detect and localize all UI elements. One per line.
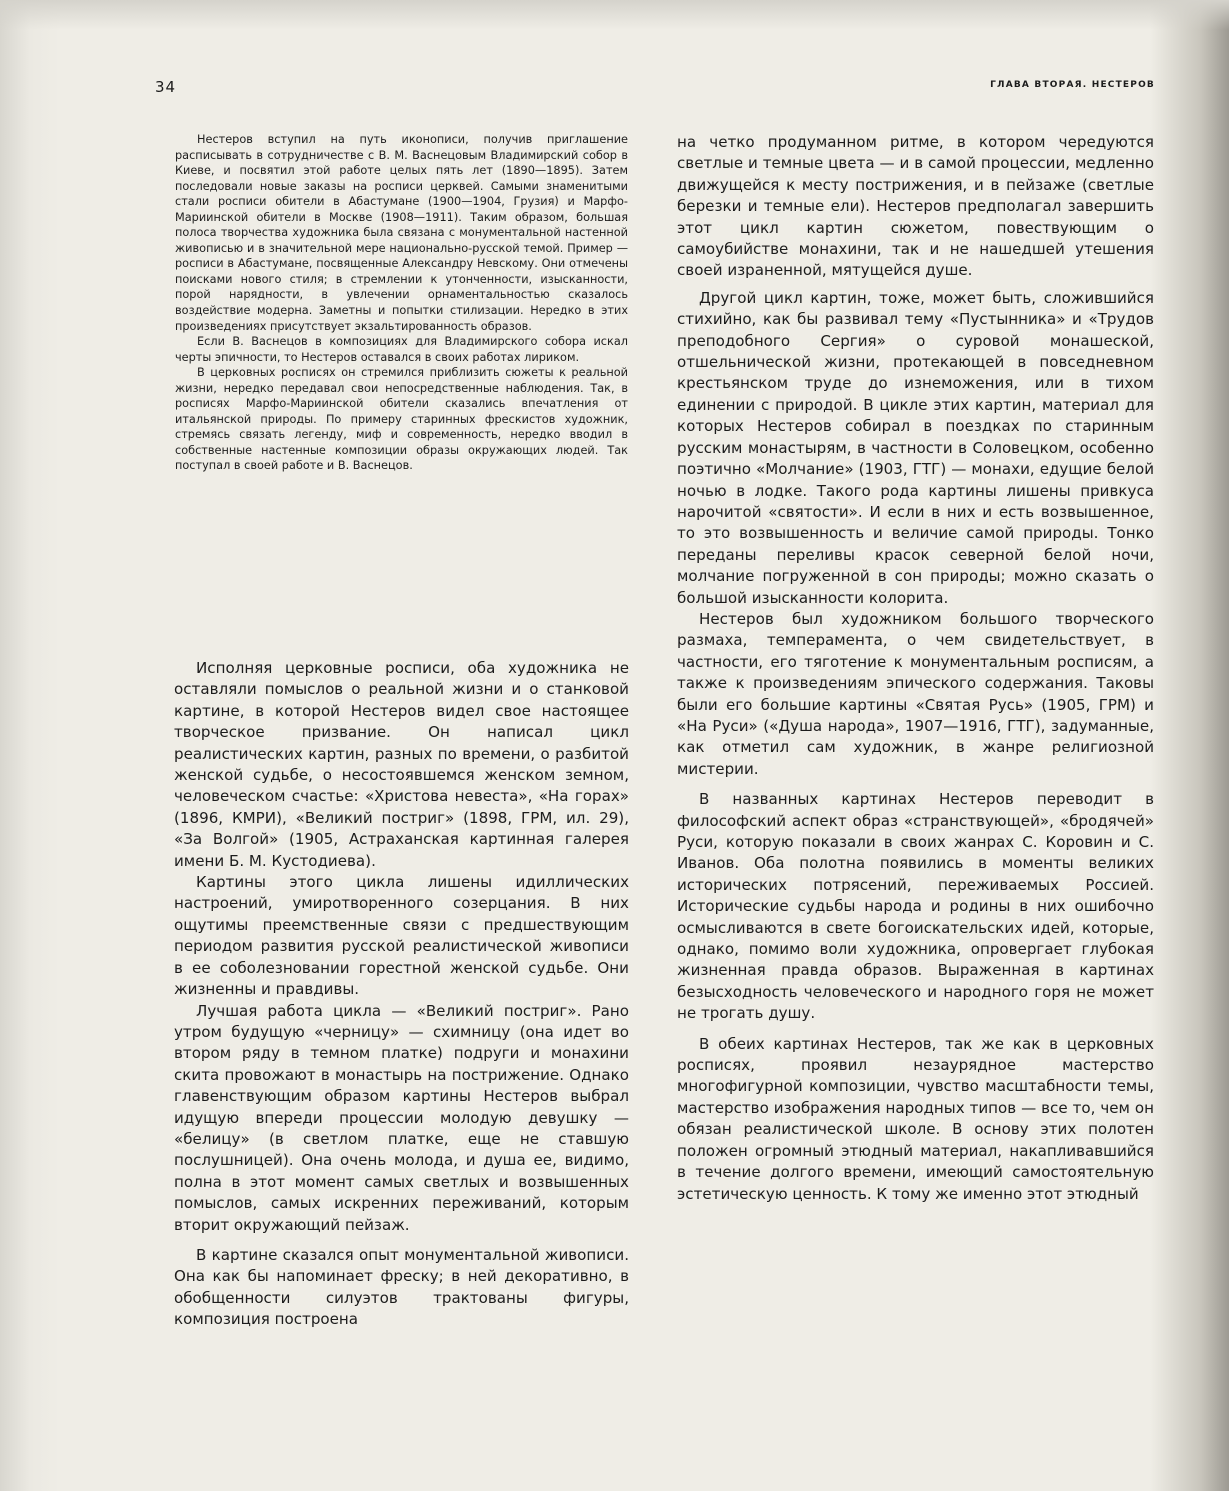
body-paragraph: Лучшая работа цикла — «Великий постриг». Рано утром будущую «черницу» — схимницу (она идет во втором ряду в темном платке) подруги и монахини скита провожают в монастырь на пострижение. Однако главенствующим образом картины Нестеров выбрал идущую впереди процессии молодую девушку — «белицу» (в светлом платке, еще не ставшую послушницей). Она очень молода, и душа ее, видимо, полна в этот момент самых светлых и возвышенных помыслов, самых искренних переживаний, которым вторит окружающий пейзаж.: [174, 1001, 629, 1234]
small-paragraph: Нестеров вступил на путь иконописи, получив приглашение расписывать в сотрудничестве с В. М. Васнецовым Владимирский собор в Киеве, и посвятил этой работе целых пять лет (1890—1895). Затем последовали новые заказы на росписи церквей. Самыми знаменитыми стали росписи обители в Абастумане (1900—1904, Грузия) и Марфо-Мариинской обители в Москве (1908—1911). Таким образом, большая полоса творчества художника была связана с монументальной настенной живописью и в значительной мере национально-русской темой. Пример — росписи в Абастумане, посвященные Александру Невскому. Они отмечены поисками нового стиля; в стремлении к утонченности, изысканности, порой нарядности, в увлечении орнаментальностью сказалось воздействие модерна. Заметны и попытки стилизации. Нередко в этих произведениях присутствует экзальтированность образов.: [175, 133, 628, 333]
small-paragraph: В церковных росписях он стремился приблизить сюжеты к реальной жизни, нередко передавал свои непосредственные наблюдения. Так, в росписях Марфо-Мариинской обители сказались впечатления от итальянской природы. По примеру старинных фрескистов художник, стремясь связать легенду, миф и современность, нередко вводил в собственные настенные композиции образы окружающих людей. Так поступал в своей работе и В. Васнецов.: [175, 366, 628, 473]
left-column-main-text: [174, 658, 629, 1331]
body-paragraph: Нестеров был художником большого творческого размаха, темперамента, о чем свидетельствует, в частности, его тяготение к монументальным росписям, а также к произведениям эпического содержания. Таковы были его большие картины «Святая Русь» (1905, ГРМ) и «На Руси» («Душа народа», 1907—1916, ГТГ), задуманные, как отметил сам художник, в жанре религиозной мистерии.: [677, 609, 1154, 778]
right-column-main-text: [677, 132, 1154, 1205]
body-paragraph: В картине сказался опыт монументальной живописи. Она как бы напоминает фреску; в ней декоративно, в обобщенности силуэтов трактованы фигуры, композиция построена: [174, 1245, 629, 1329]
running-title: ГЛАВА ВТОРАЯ. НЕСТЕРОВ: [990, 80, 1155, 90]
body-paragraph: В названных картинах Нестеров переводит в философский аспект образ «странствующей», «бродячей» Руси, которую показали в своих жанрах С. Коровин и С. Иванов. Оба полотна появились в моменты великих исторических потрясений, переживаемых Россией. Исторические судьбы народа и родины в них ошибочно осмысливаются в свете богоискательских идей, которые, однако, помимо воли художника, опровергает глубокая жизненная правда образов. Выраженная в картинах безысходность человеческого и народного горя не может не трогать душу.: [677, 790, 1154, 1023]
body-paragraph: на четко продуманном ритме, в котором чередуются светлые и темные цвета — и в самой процессии, медленно движущейся к месту пострижения, и в пейзаже (светлые березки и темные ели). Нестеров предполагал завершить этот цикл картин сюжетом, повествующим о самоубийстве монахини, так и не нашедшей утешения своей израненной, мятущейся душе.: [677, 133, 1154, 280]
small-paragraph: Если В. Васнецов в композициях для Владимирского собора искал черты эпичности, то Нестеров оставался в своих работах лириком.: [175, 335, 628, 364]
left-column-small-print: [175, 132, 628, 474]
page-number: 34: [155, 78, 177, 96]
body-paragraph: Исполняя церковные росписи, оба художника не оставляли помыслов о реальной жизни и о станковой картине, в которой Нестеров видел свое настоящее творческое призвание. Он написал цикл реалистических картин, разных по времени, о разбитой женской судьбе, о несостоявшемся женском земном, человеческом счастье: «Христова невеста», «На горах» (1896, КМРИ), «Великий постриг» (1898, ГРМ, ил. 29), «За Волгой» (1905, Астраханская картинная галерея имени Б. М. Кустодиева).: [174, 659, 629, 870]
body-paragraph: В обеих картинах Нестеров, так же как в церковных росписях, проявил незаурядное мастерство многофигурной композиции, чувство масштабности темы, мастерство изображения народных типов — все то, чем он обязан реалистической школе. В основу этих полотен положен огромный этюдный материал, накапливавшийся в течение долгого времени, имеющий самостоятельную эстетическую ценность. К тому же именно этот этюдный: [677, 1034, 1154, 1203]
body-paragraph: Картины этого цикла лишены идиллических настроений, умиротворенного созерцания. В них ощутимы преемственные связи с предшествующим периодом развития русской реалистической живописи в ее соболезновании горестной женской судьбе. Они жизненны и правдивы.: [174, 873, 629, 999]
body-paragraph: Другой цикл картин, тоже, может быть, сложившийся стихийно, как бы развивал тему «Пустынника» и «Трудов преподобного Сергия» о суровой монашеской, отшельнической жизни, протекающей в повседневном крестьянском труде до изнеможения, или в тихом единении с природой. В цикле этих картин, материал для которых Нестеров собирал в поездках по старинным русским монастырям, в частности в Соловецком, особенно поэтично «Молчание» (1903, ГТГ) — монахи, едущие белой ночью в лодке. Такого рода картины лишены привкуса нарочитой «святости». И если в них и есть возвышенное, то это возвышенность и величие самой природы. Тонко переданы переливы красок северной белой ночи, молчание погруженной в сон природы; можно сказать о большой изысканности колорита.: [677, 288, 1154, 607]
